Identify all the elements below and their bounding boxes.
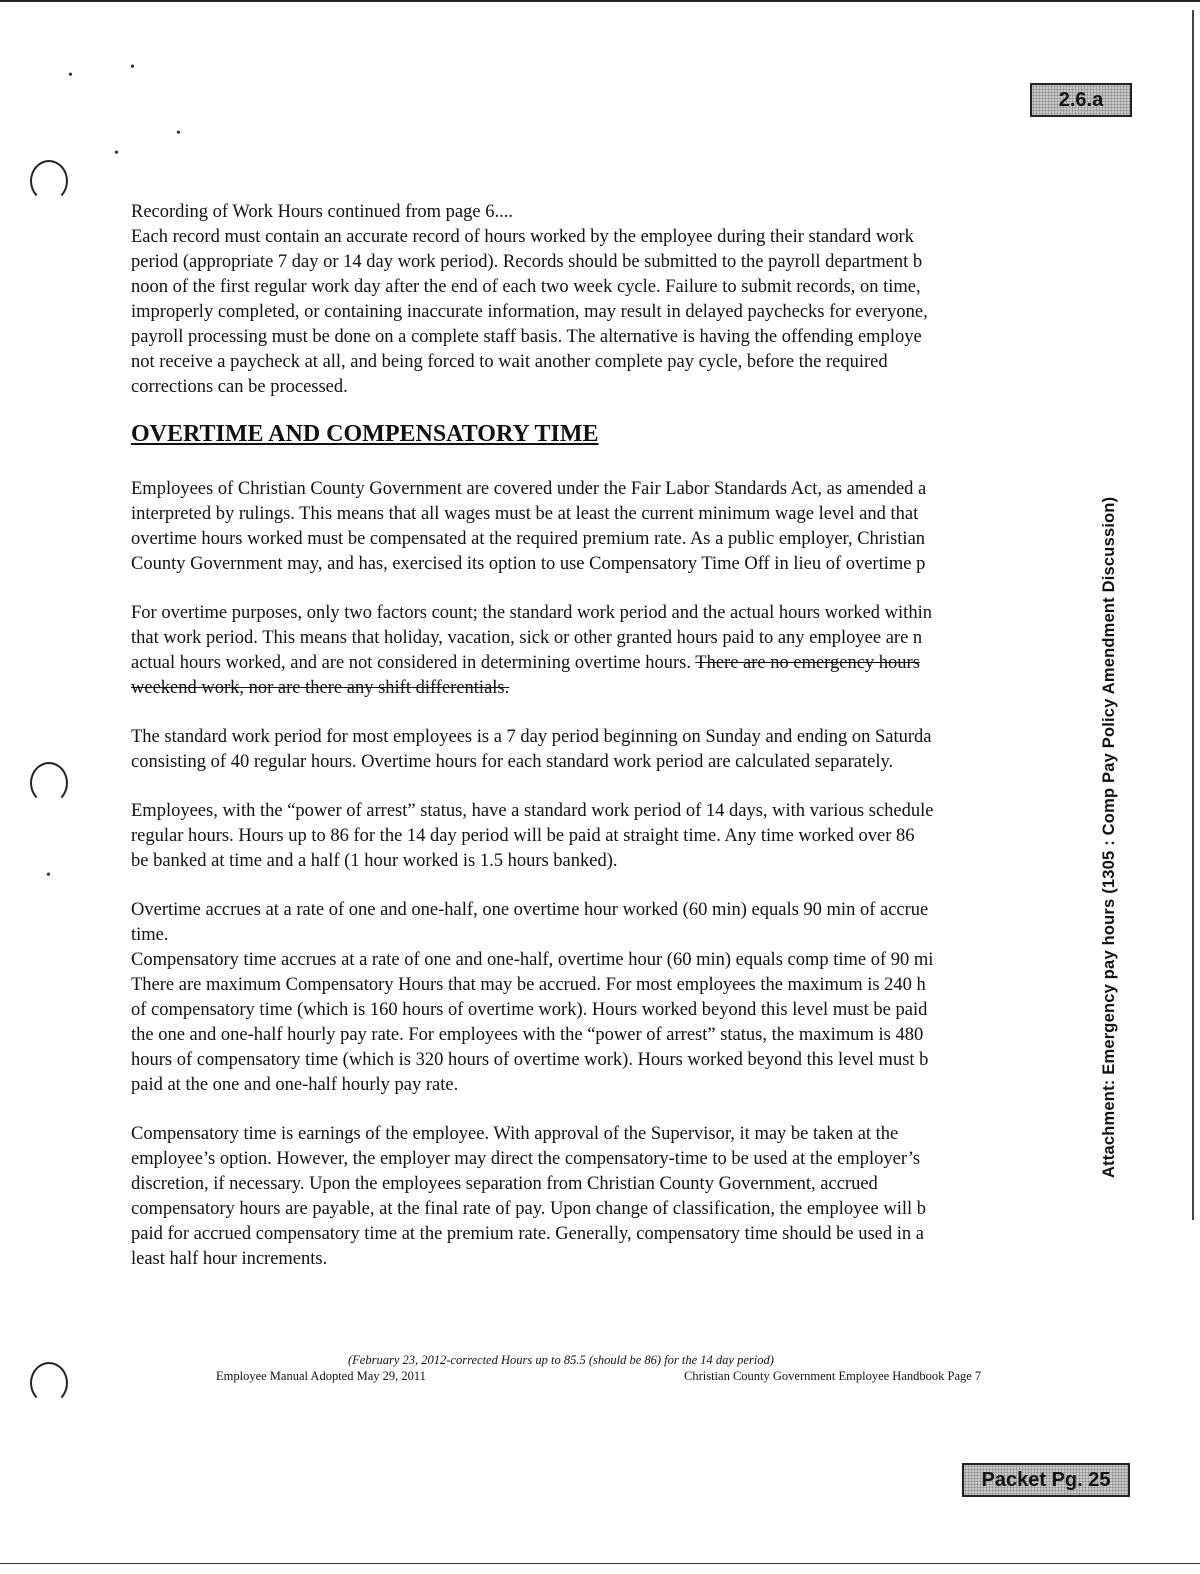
punch-hole-icon [30, 160, 68, 202]
paragraph-line: overtime hours worked must be compensated at the required premium rate. As a public employer, Christian [131, 529, 926, 549]
paragraph-line: discretion, if necessary. Upon the employees separation from Christian County Government, accrued [131, 1174, 878, 1194]
scan-speck: • [130, 60, 135, 75]
flsa-paragraph [131, 477, 1091, 577]
power-of-arrest-paragraph [131, 799, 1091, 874]
paragraph-line: Overtime accrues at a rate of one and one-half, one overtime hour worked (60 min) equals 90 min of accrue [131, 900, 929, 920]
paragraph-line: employee’s option. However, the employer may direct the compensatory-time to be used at the employer’s [131, 1149, 921, 1169]
scan-speck: • [68, 68, 73, 83]
paragraph-line: The standard work period for most employees is a 7 day period beginning on Sunday and ending on Saturda [131, 727, 932, 747]
top-border [0, 0, 1200, 2]
section-heading: OVERTIME AND COMPENSATORY TIME [131, 421, 599, 447]
paragraph-text: actual hours worked, and are not considered in determining overtime hours. [131, 653, 691, 673]
correction-note: (February 23, 2012-corrected Hours up to 85.5 (should be 86) for the 14 day period) [348, 1353, 774, 1367]
paragraph-line: Employees, with the “power of arrest” status, have a standard work period of 14 days, with various schedule [131, 801, 934, 821]
paragraph-line: paid at the one and one-half hourly pay rate. [131, 1075, 459, 1095]
scan-speck: • [114, 146, 119, 161]
intro-line: corrections can be processed. [131, 377, 348, 397]
paragraph-line: compensatory hours are payable, at the final rate of pay. Upon change of classification, the employee will b [131, 1199, 927, 1219]
paragraph-line: For overtime purposes, only two factors count; the standard work period and the actual hours worked within [131, 603, 932, 623]
paragraph-line: least half hour increments. [131, 1249, 328, 1269]
punch-hole-icon [30, 1362, 68, 1404]
paragraph-line: the one and one-half hourly pay rate. For employees with the “power of arrest” status, the maximum is 480 [131, 1025, 924, 1045]
paragraph-line: consisting of 40 regular hours. Overtime hours for each standard work period are calculated separately. [131, 752, 894, 772]
struck-text: There are no emergency hours [695, 653, 920, 673]
paragraph-line: Compensatory time accrues at a rate of one and one-half, overtime hour (60 min) equals comp time of 90 mi [131, 950, 934, 970]
paragraph-line: hours of compensatory time (which is 320 hours of overtime work). Hours worked beyond this level must b [131, 1050, 929, 1070]
intro-line: payroll processing must be done on a complete staff basis. The alternative is having the offending employe [131, 327, 922, 347]
intro-line: not receive a paycheck at all, and being forced to wait another complete pay cycle, before the required [131, 352, 888, 372]
paragraph-line: time. [131, 925, 169, 945]
work-period-paragraph [131, 725, 1091, 775]
struck-text: weekend work, nor are there any shift differentials. [131, 678, 510, 698]
paragraph-line: of compensatory time (which is 160 hours of overtime work). Hours worked beyond this level must be paid [131, 1000, 928, 1020]
manual-adopted-date: Employee Manual Adopted May 29, 2011 [216, 1369, 426, 1383]
handbook-page-label: Christian County Government Employee Handbook Page 7 [684, 1369, 982, 1383]
paragraph-line: regular hours. Hours up to 86 for the 14 day period will be paid at straight time. Any time worked over 86 [131, 826, 915, 846]
intro-paragraph [131, 200, 1091, 400]
intro-line: Recording of Work Hours continued from page 6.... [131, 202, 513, 222]
scan-speck: • [46, 868, 51, 883]
earnings-paragraph [131, 1122, 1091, 1272]
intro-line: improperly completed, or containing inaccurate information, may result in delayed paychecks for everyone, [131, 302, 928, 322]
overtime-factors-paragraph [131, 601, 1091, 701]
accrual-paragraph [131, 898, 1091, 1098]
paragraph-line [131, 651, 1091, 676]
paragraph-line: There are maximum Compensatory Hours that may be accrued. For most employees the maximum is 240 h [131, 975, 926, 995]
right-border [1192, 10, 1194, 1220]
paragraph-line: interpreted by rulings. This means that all wages must be at least the current minimum wage level and that [131, 504, 919, 524]
packet-page-stamp: Packet Pg. 25 [962, 1463, 1130, 1497]
attachment-sidebar-label: Attachment: Emergency pay hours (1305 : Comp Pay Policy Amendment Discussion) [1100, 496, 1118, 1178]
paragraph-line: Compensatory time is earnings of the employee. With approval of the Supervisor, it may be taken at the [131, 1124, 899, 1144]
intro-line: Each record must contain an accurate record of hours worked by the employee during their standard work [131, 227, 914, 247]
document-body [131, 200, 1091, 1272]
agenda-item-stamp: 2.6.a [1030, 83, 1132, 117]
intro-line: noon of the first regular work day after the end of each two week cycle. Failure to submit records, on time, [131, 277, 921, 297]
intro-line: period (appropriate 7 day or 14 day work period). Records should be submitted to the payroll department b [131, 252, 923, 272]
punch-hole-icon [30, 762, 68, 804]
paragraph-line: Employees of Christian County Government are covered under the Fair Labor Standards Act, as amended a [131, 479, 927, 499]
paragraph-line: be banked at time and a half (1 hour worked is 1.5 hours banked). [131, 851, 618, 871]
paragraph-line: paid for accrued compensatory time at the premium rate. Generally, compensatory time should be used in a [131, 1224, 924, 1244]
scan-speck: • [176, 126, 181, 141]
bottom-border [0, 1563, 1200, 1564]
paragraph-line: County Government may, and has, exercised its option to use Compensatory Time Off in lieu of overtime p [131, 554, 926, 574]
paragraph-line: that work period. This means that holiday, vacation, sick or other granted hours paid to any employee are n [131, 628, 923, 648]
